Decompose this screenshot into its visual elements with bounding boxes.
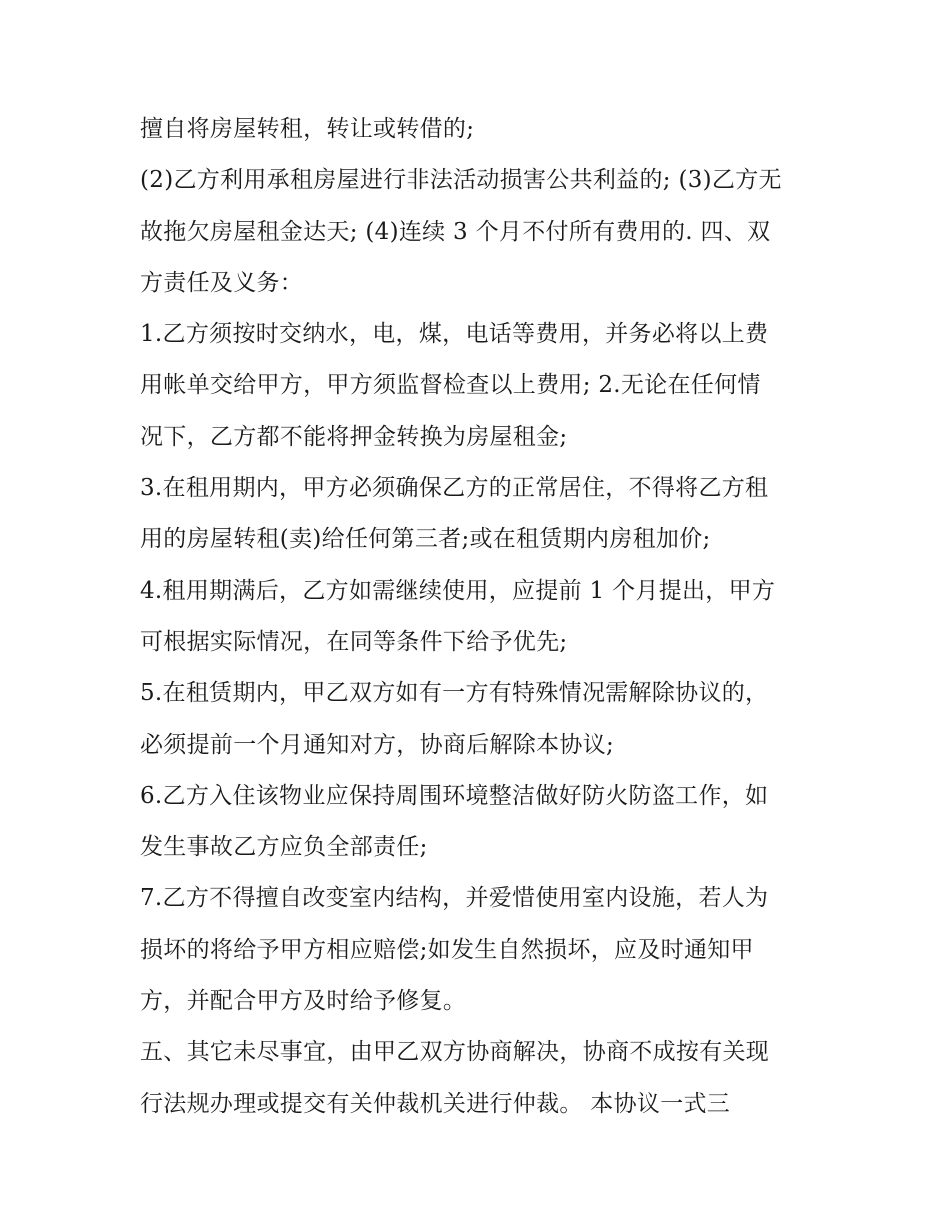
text-line: 方责任及义务： bbox=[140, 269, 304, 296]
text-line: 3.在租用期内，甲方必须确保乙方的正常居住，不得将乙方租 bbox=[140, 475, 769, 502]
text-line: 1.乙方须按时交纳水，电，煤，电话等费用，并务必将以上费 bbox=[140, 321, 769, 348]
text-line: 可根据实际情况，在同等条件下给予优先; bbox=[140, 628, 568, 655]
text-line: 故拖欠房屋租金达天; (4)连续 3 个月不付所有费用的. 四、双 bbox=[140, 218, 771, 245]
text-line: 行法规办理或提交有关仲裁机关进行仲裁。 本协议一式三 bbox=[140, 1090, 731, 1117]
text-line: 必须提前一个月通知对方，协商后解除本协议; bbox=[140, 731, 615, 758]
text-line: 损坏的将给予甲方相应赔偿;如发生自然损坏，应及时通知甲 bbox=[140, 936, 754, 963]
text-line: 4.租用期满后，乙方如需继续使用，应提前 1 个月提出，甲方 bbox=[140, 577, 776, 604]
text-line: (2)乙方利用承租房屋进行非法活动损害公共利益的; (3)乙方无 bbox=[140, 167, 782, 194]
text-line: 7.乙方不得擅自改变室内结构，并爱惜使用室内设施，若人为 bbox=[140, 885, 769, 912]
text-line: 5.在租赁期内，甲乙双方如有一方有特殊情况需解除协议的， bbox=[140, 680, 769, 707]
text-line: 五、其它未尽事宜，由甲乙双方协商解决，协商不成按有关现 bbox=[140, 1039, 770, 1066]
text-line: 发生事故乙方应负全部责任; bbox=[140, 834, 428, 861]
text-line: 用的房屋转租(卖)给任何第三者;或在租赁期内房租加价; bbox=[140, 526, 711, 553]
document-body bbox=[140, 104, 830, 1130]
text-line: 方，并配合甲方及时给予修复。 bbox=[140, 988, 467, 1015]
text-line: 用帐单交给甲方，甲方须监督检查以上费用; 2.无论在任何情 bbox=[140, 372, 761, 399]
text-line: 况下，乙方都不能将押金转换为房屋租金; bbox=[140, 423, 568, 450]
text-line: 6.乙方入住该物业应保持周围环境整洁做好防火防盗工作，如 bbox=[140, 782, 769, 809]
text-line: 擅自将房屋转租，转让或转借的; bbox=[140, 116, 475, 142]
